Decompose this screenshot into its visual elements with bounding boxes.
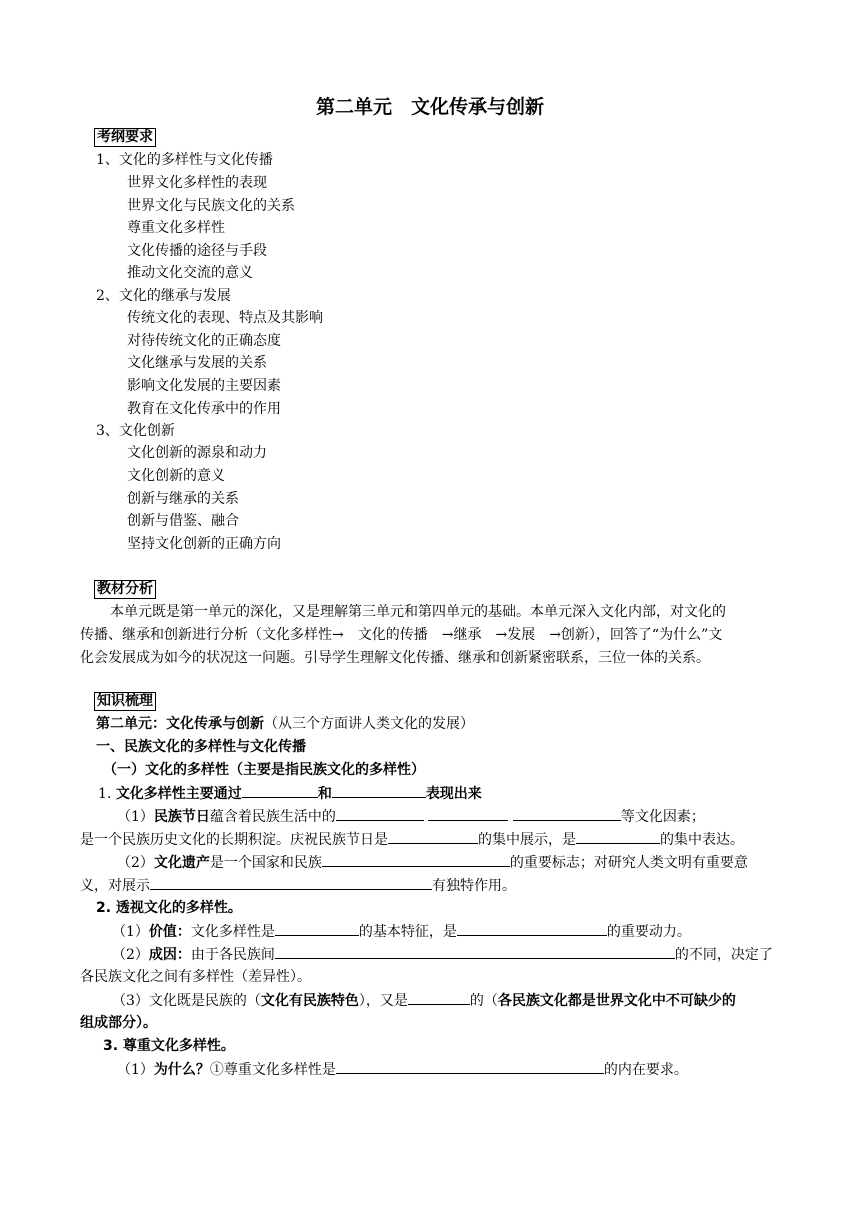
syllabus-group-3: 3、文化创新: [96, 423, 175, 439]
paragraph-line: [117, 807, 705, 826]
unit-heading-bold: 第二单元：文化传承与创新: [96, 716, 264, 732]
answer-blank[interactable]: [275, 945, 675, 959]
text: 是一个民族历史文化的长期积淀。庆祝民族节日是: [80, 832, 388, 848]
bold-term: 文化遗产: [153, 855, 210, 871]
paragraph-line: [80, 830, 744, 849]
knowledge-heading: 知识梳理: [94, 692, 156, 711]
text: （3）文化既是民族的（: [112, 993, 261, 1009]
subsection-heading: （一）文化的多样性（主要是指民族文化的多样性）: [103, 762, 425, 778]
paragraph-line: [112, 945, 773, 964]
text: 义，对展示: [80, 878, 150, 894]
paragraph-line: [117, 1060, 688, 1079]
question-text: 和: [317, 786, 332, 802]
text: 等文化因素；: [620, 809, 705, 825]
bold-term: 成因：: [148, 947, 191, 963]
text: （1）: [112, 924, 149, 940]
bold-term: 各民族文化都是世界文化中不可缺少的: [497, 993, 736, 1009]
analysis-line: 传播、继承和创新进行分析（文化多样性→ 文化的传播 →继承 →发展 →创新），回答了“为什么”文: [80, 627, 723, 643]
syllabus-item: 推动文化交流的意义: [127, 265, 253, 281]
answer-blank[interactable]: [457, 922, 607, 936]
text: 的不同，决定了: [674, 947, 773, 963]
analysis-heading: 教材分析: [94, 580, 156, 599]
text: 文化多样性是: [190, 924, 275, 940]
text: 的（: [469, 993, 498, 1009]
question-text: 文化多样性主要通过: [115, 786, 242, 802]
question-number: 1.: [98, 786, 112, 802]
syllabus-item: 文化传播的途径与手段: [127, 243, 267, 259]
syllabus-item: 传统文化的表现、特点及其影响: [127, 310, 323, 326]
bold-term: 价值：: [148, 924, 191, 940]
syllabus-item: 世界文化多样性的表现: [127, 175, 267, 191]
text: ①尊重文化多样性是: [209, 1062, 336, 1078]
syllabus-item: 教育在文化传承中的作用: [127, 401, 281, 417]
question-text: 表现出来: [425, 786, 482, 802]
paragraph-line: [80, 876, 516, 895]
syllabus-item: 世界文化与民族文化的关系: [127, 198, 295, 214]
answer-blank[interactable]: [428, 807, 508, 821]
text: 的集中表达。: [660, 832, 744, 848]
text: （2）: [112, 947, 149, 963]
paragraph-line: [112, 991, 736, 1010]
answer-blank[interactable]: [242, 784, 318, 798]
syllabus-item: 创新与继承的关系: [127, 491, 239, 507]
answer-blank[interactable]: [336, 807, 424, 821]
unit-heading: [96, 715, 474, 733]
text: 的重要标志；对研究人类文明有重要意: [509, 855, 748, 871]
text: 的内在要求。: [603, 1062, 688, 1078]
answer-blank[interactable]: [408, 991, 470, 1005]
question-3: 3. 尊重文化多样性。: [103, 1038, 235, 1054]
syllabus-item: 创新与借鉴、融合: [127, 513, 239, 529]
syllabus-group-1: 1、文化的多样性与文化传播: [96, 152, 273, 168]
answer-blank[interactable]: [336, 1060, 604, 1074]
paragraph-line: 各民族文化之间有多样性（差异性）。: [80, 969, 311, 985]
question-2: 2. 透视文化的多样性。: [96, 900, 242, 916]
text: 的集中展示，是: [478, 832, 576, 848]
paragraph-line: 组成部分）。: [80, 1015, 157, 1031]
text: （2）: [117, 855, 154, 871]
syllabus-item: 影响文化发展的主要因素: [127, 378, 281, 394]
answer-blank[interactable]: [322, 853, 510, 867]
analysis-line: 本单元既是第一单元的深化，又是理解第三单元和第四单元的基础。本单元深入文化内部，对文化的: [110, 604, 726, 620]
syllabus-group-2: 2、文化的继承与发展: [96, 288, 231, 304]
question-1: [98, 784, 482, 803]
text: 有独特作用。: [432, 878, 516, 894]
answer-blank[interactable]: [275, 922, 359, 936]
page-title: 第二单元 文化传承与创新: [315, 96, 544, 118]
text: 的重要动力。: [606, 924, 691, 940]
answer-blank[interactable]: [388, 830, 478, 844]
syllabus-item: 坚持文化创新的正确方向: [127, 536, 281, 552]
answer-blank[interactable]: [332, 784, 426, 798]
part-heading: 一、民族文化的多样性与文化传播: [96, 739, 306, 755]
bold-term: 民族节日: [153, 809, 210, 825]
text: ），又是: [358, 993, 408, 1009]
syllabus-item: 对待传统文化的正确态度: [127, 333, 281, 349]
text: （1）: [117, 1062, 154, 1078]
paragraph-line: [117, 853, 748, 872]
answer-blank[interactable]: [513, 807, 621, 821]
text: 是一个国家和民族: [209, 855, 322, 871]
syllabus-item: 文化创新的意义: [127, 468, 225, 484]
paragraph-line: [112, 922, 691, 941]
unit-heading-note: （从三个方面讲人类文化的发展）: [264, 716, 474, 732]
bold-term: 为什么？: [153, 1062, 210, 1078]
answer-blank[interactable]: [150, 876, 432, 890]
syllabus-item: 文化继承与发展的关系: [127, 355, 267, 371]
answer-blank[interactable]: [576, 830, 660, 844]
syllabus-heading: 考纲要求: [94, 128, 156, 147]
text: 的基本特征，是: [358, 924, 457, 940]
analysis-line: 化会发展成为如今的状况这一问题。引导学生理解文化传播、继承和创新紧密联系，三位一体的关系。: [80, 650, 710, 666]
text: 由于各民族间: [190, 947, 275, 963]
text: 蕴含着民族生活中的: [209, 809, 336, 825]
bold-term: 文化有民族特色: [260, 993, 359, 1009]
syllabus-item: 尊重文化多样性: [127, 220, 225, 236]
syllabus-item: 文化创新的源泉和动力: [127, 445, 267, 461]
text: （1）: [117, 809, 154, 825]
